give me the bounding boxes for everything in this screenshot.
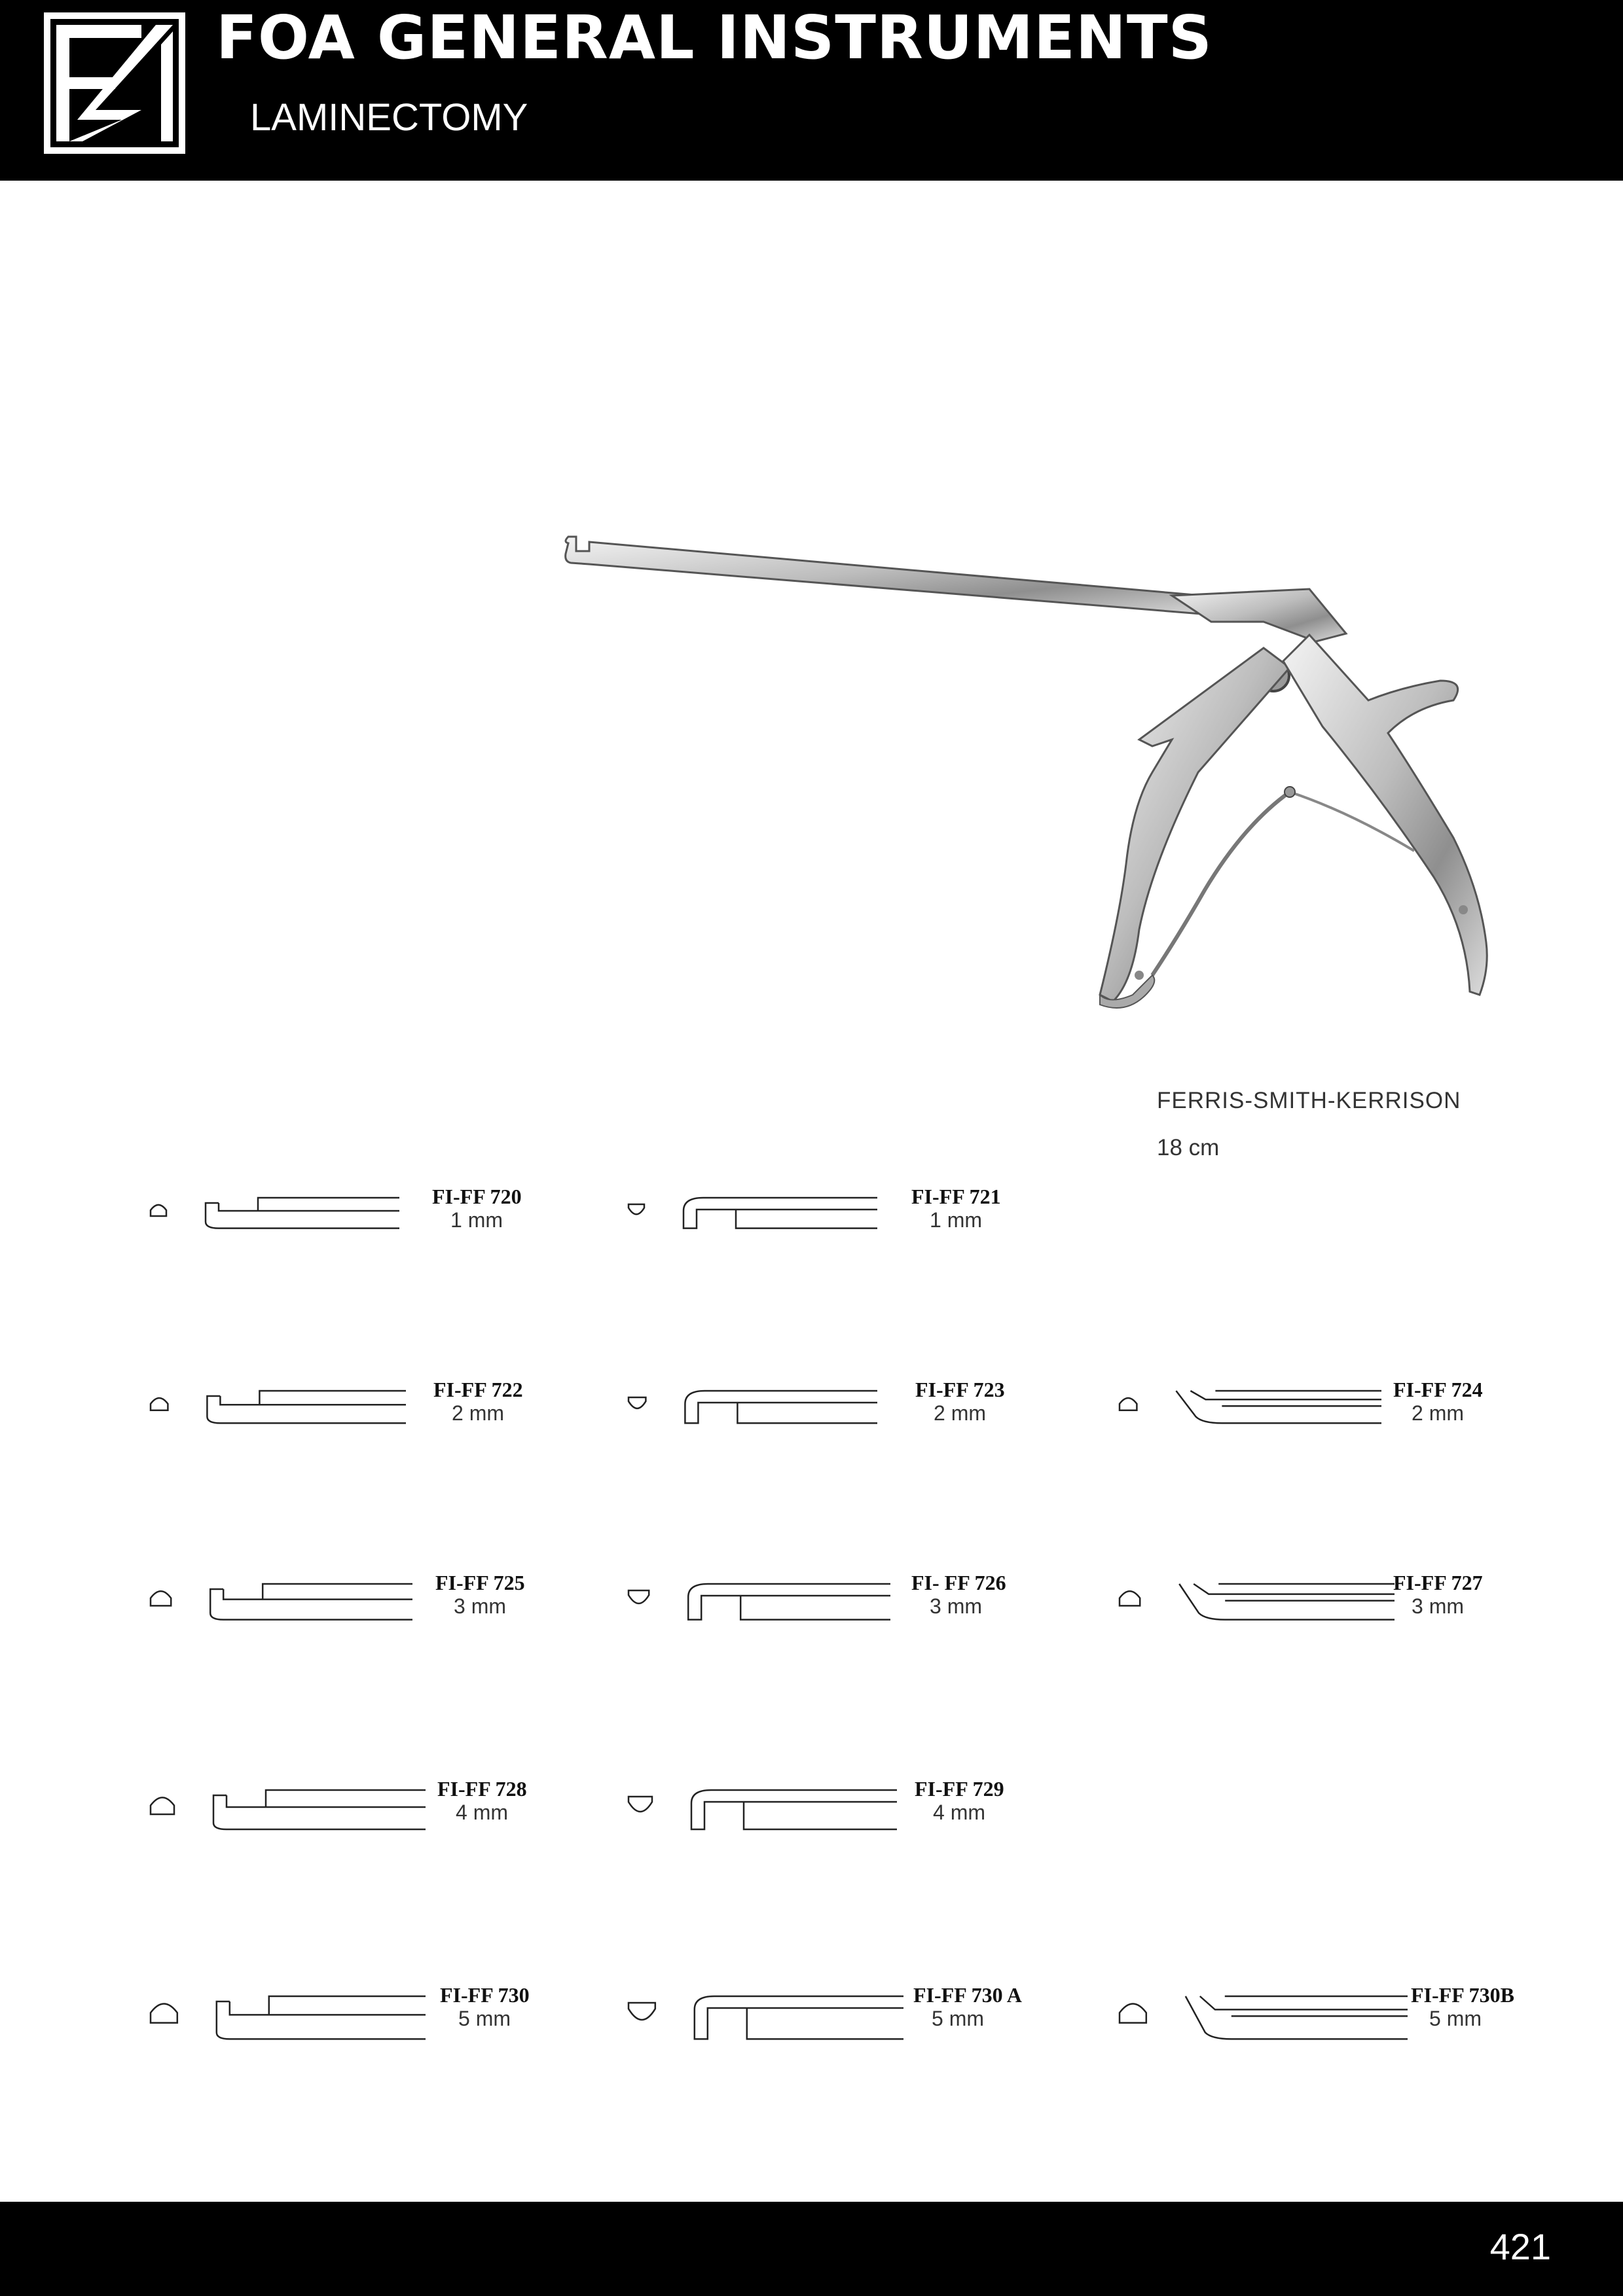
- tip-profile-icon: [629, 1378, 917, 1450]
- section-title: LAMINECTOMY: [250, 96, 528, 139]
- catalog-code: FI-FF 725: [435, 1571, 525, 1594]
- variant-item: [151, 1185, 609, 1270]
- tip-profile-icon: [151, 1185, 439, 1257]
- shaft-profile-icon: [691, 1790, 897, 1829]
- cross-section-icon: [151, 2004, 177, 2023]
- page-number: 421: [1489, 2226, 1551, 2267]
- cross-section-icon: [629, 1797, 652, 1812]
- tip-profile-icon: [629, 1185, 917, 1257]
- variant-item: [629, 1378, 1087, 1463]
- shaft-profile-icon: [1176, 1391, 1381, 1423]
- page-header: [0, 0, 1623, 181]
- cross-section-icon: [629, 2003, 655, 2020]
- fs-monogram-icon: [43, 12, 186, 154]
- instrument-length: 18 cm: [1157, 1135, 1220, 1160]
- cross-section-icon: [151, 1797, 174, 1814]
- tip-profile-icon: [151, 1571, 452, 1643]
- shaft-profile-icon: [695, 1996, 903, 2039]
- variant-item: [1120, 1983, 1578, 2068]
- catalog-code: FI-FF 724: [1393, 1378, 1483, 1401]
- variant-item: [1120, 1571, 1578, 1656]
- tip-size: 2 mm: [452, 1401, 504, 1425]
- instrument-name: FERRIS-SMITH-KERRISON: [1157, 1088, 1461, 1113]
- shaft-profile-icon: [217, 1996, 426, 2039]
- shaft-profile-icon: [213, 1790, 426, 1829]
- catalog-code: FI-FF 730 A: [913, 1983, 1022, 2007]
- catalog-code: FI-FF 730B: [1411, 1983, 1514, 2007]
- shaft-profile-icon: [688, 1584, 890, 1620]
- tip-profile-icon: [1120, 1983, 1447, 2055]
- catalog-code: FI-FF 721: [911, 1185, 1001, 1208]
- tip-size: 2 mm: [934, 1401, 986, 1425]
- tip-size: 5 mm: [932, 2007, 984, 2030]
- variant-item: [629, 1571, 1087, 1656]
- tip-size: 3 mm: [1412, 1594, 1464, 1618]
- tip-size: 1 mm: [450, 1208, 503, 1232]
- catalog-code: FI-FF 727: [1393, 1571, 1483, 1594]
- tip-size: 3 mm: [454, 1594, 506, 1618]
- cross-section-icon: [629, 1590, 649, 1604]
- page-footer: [0, 2202, 1623, 2296]
- tip-profile-icon: [629, 1777, 936, 1849]
- cross-section-icon: [1120, 2004, 1146, 2023]
- variant-item: [629, 1185, 1087, 1270]
- tip-size: 4 mm: [933, 1801, 985, 1824]
- cross-section-icon: [1120, 1398, 1137, 1410]
- catalog-code: FI-FF 730: [440, 1983, 530, 2007]
- tip-profile-icon: [151, 1983, 465, 2055]
- tip-profile-icon: [629, 1571, 930, 1643]
- catalog-code: FI-FF 729: [915, 1777, 1004, 1801]
- variant-item: [1120, 1378, 1578, 1463]
- tip-size: 1 mm: [930, 1208, 982, 1232]
- catalog-code: FI-FF 723: [915, 1378, 1005, 1401]
- shaft-profile-icon: [685, 1391, 877, 1423]
- cross-section-icon: [151, 1398, 168, 1410]
- cross-section-icon: [151, 1205, 166, 1216]
- catalog-code: FI-FF 722: [433, 1378, 523, 1401]
- variant-item: [629, 1777, 1087, 1862]
- tip-size: 2 mm: [1412, 1401, 1464, 1425]
- cross-section-icon: [151, 1591, 171, 1605]
- kerrison-rongeur-illustration: [563, 524, 1558, 1086]
- tip-size: 3 mm: [930, 1594, 982, 1618]
- shaft-profile-icon: [1186, 1996, 1408, 2039]
- catalog-code: FI- FF 726: [911, 1571, 1006, 1594]
- shaft-profile-icon: [684, 1198, 877, 1229]
- cross-section-icon: [629, 1204, 644, 1214]
- variant-item: [151, 1983, 609, 2068]
- cross-section-icon: [1120, 1591, 1140, 1605]
- tip-profile-icon: [1120, 1378, 1421, 1450]
- variant-item: [151, 1378, 609, 1463]
- tip-size: 4 mm: [456, 1801, 508, 1824]
- shaft-profile-icon: [1179, 1584, 1395, 1620]
- brand-title: FOA GENERAL INSTRUMENTS: [216, 3, 1213, 73]
- tip-profile-icon: [629, 1983, 943, 2055]
- tip-size: 5 mm: [458, 2007, 511, 2030]
- variant-item: [151, 1777, 609, 1862]
- catalog-code: FI-FF 728: [437, 1777, 527, 1801]
- shaft-profile-icon: [210, 1584, 412, 1620]
- shaft-profile-icon: [207, 1391, 406, 1423]
- tip-profile-icon: [1120, 1571, 1434, 1643]
- variant-item: [629, 1983, 1087, 2068]
- variant-item: [151, 1571, 609, 1656]
- tip-profile-icon: [151, 1777, 465, 1849]
- cross-section-icon: [629, 1397, 646, 1408]
- tip-profile-icon: [151, 1378, 445, 1450]
- catalog-code: FI-FF 720: [432, 1185, 522, 1208]
- shaft-profile-icon: [206, 1198, 399, 1229]
- tip-size: 5 mm: [1429, 2007, 1482, 2030]
